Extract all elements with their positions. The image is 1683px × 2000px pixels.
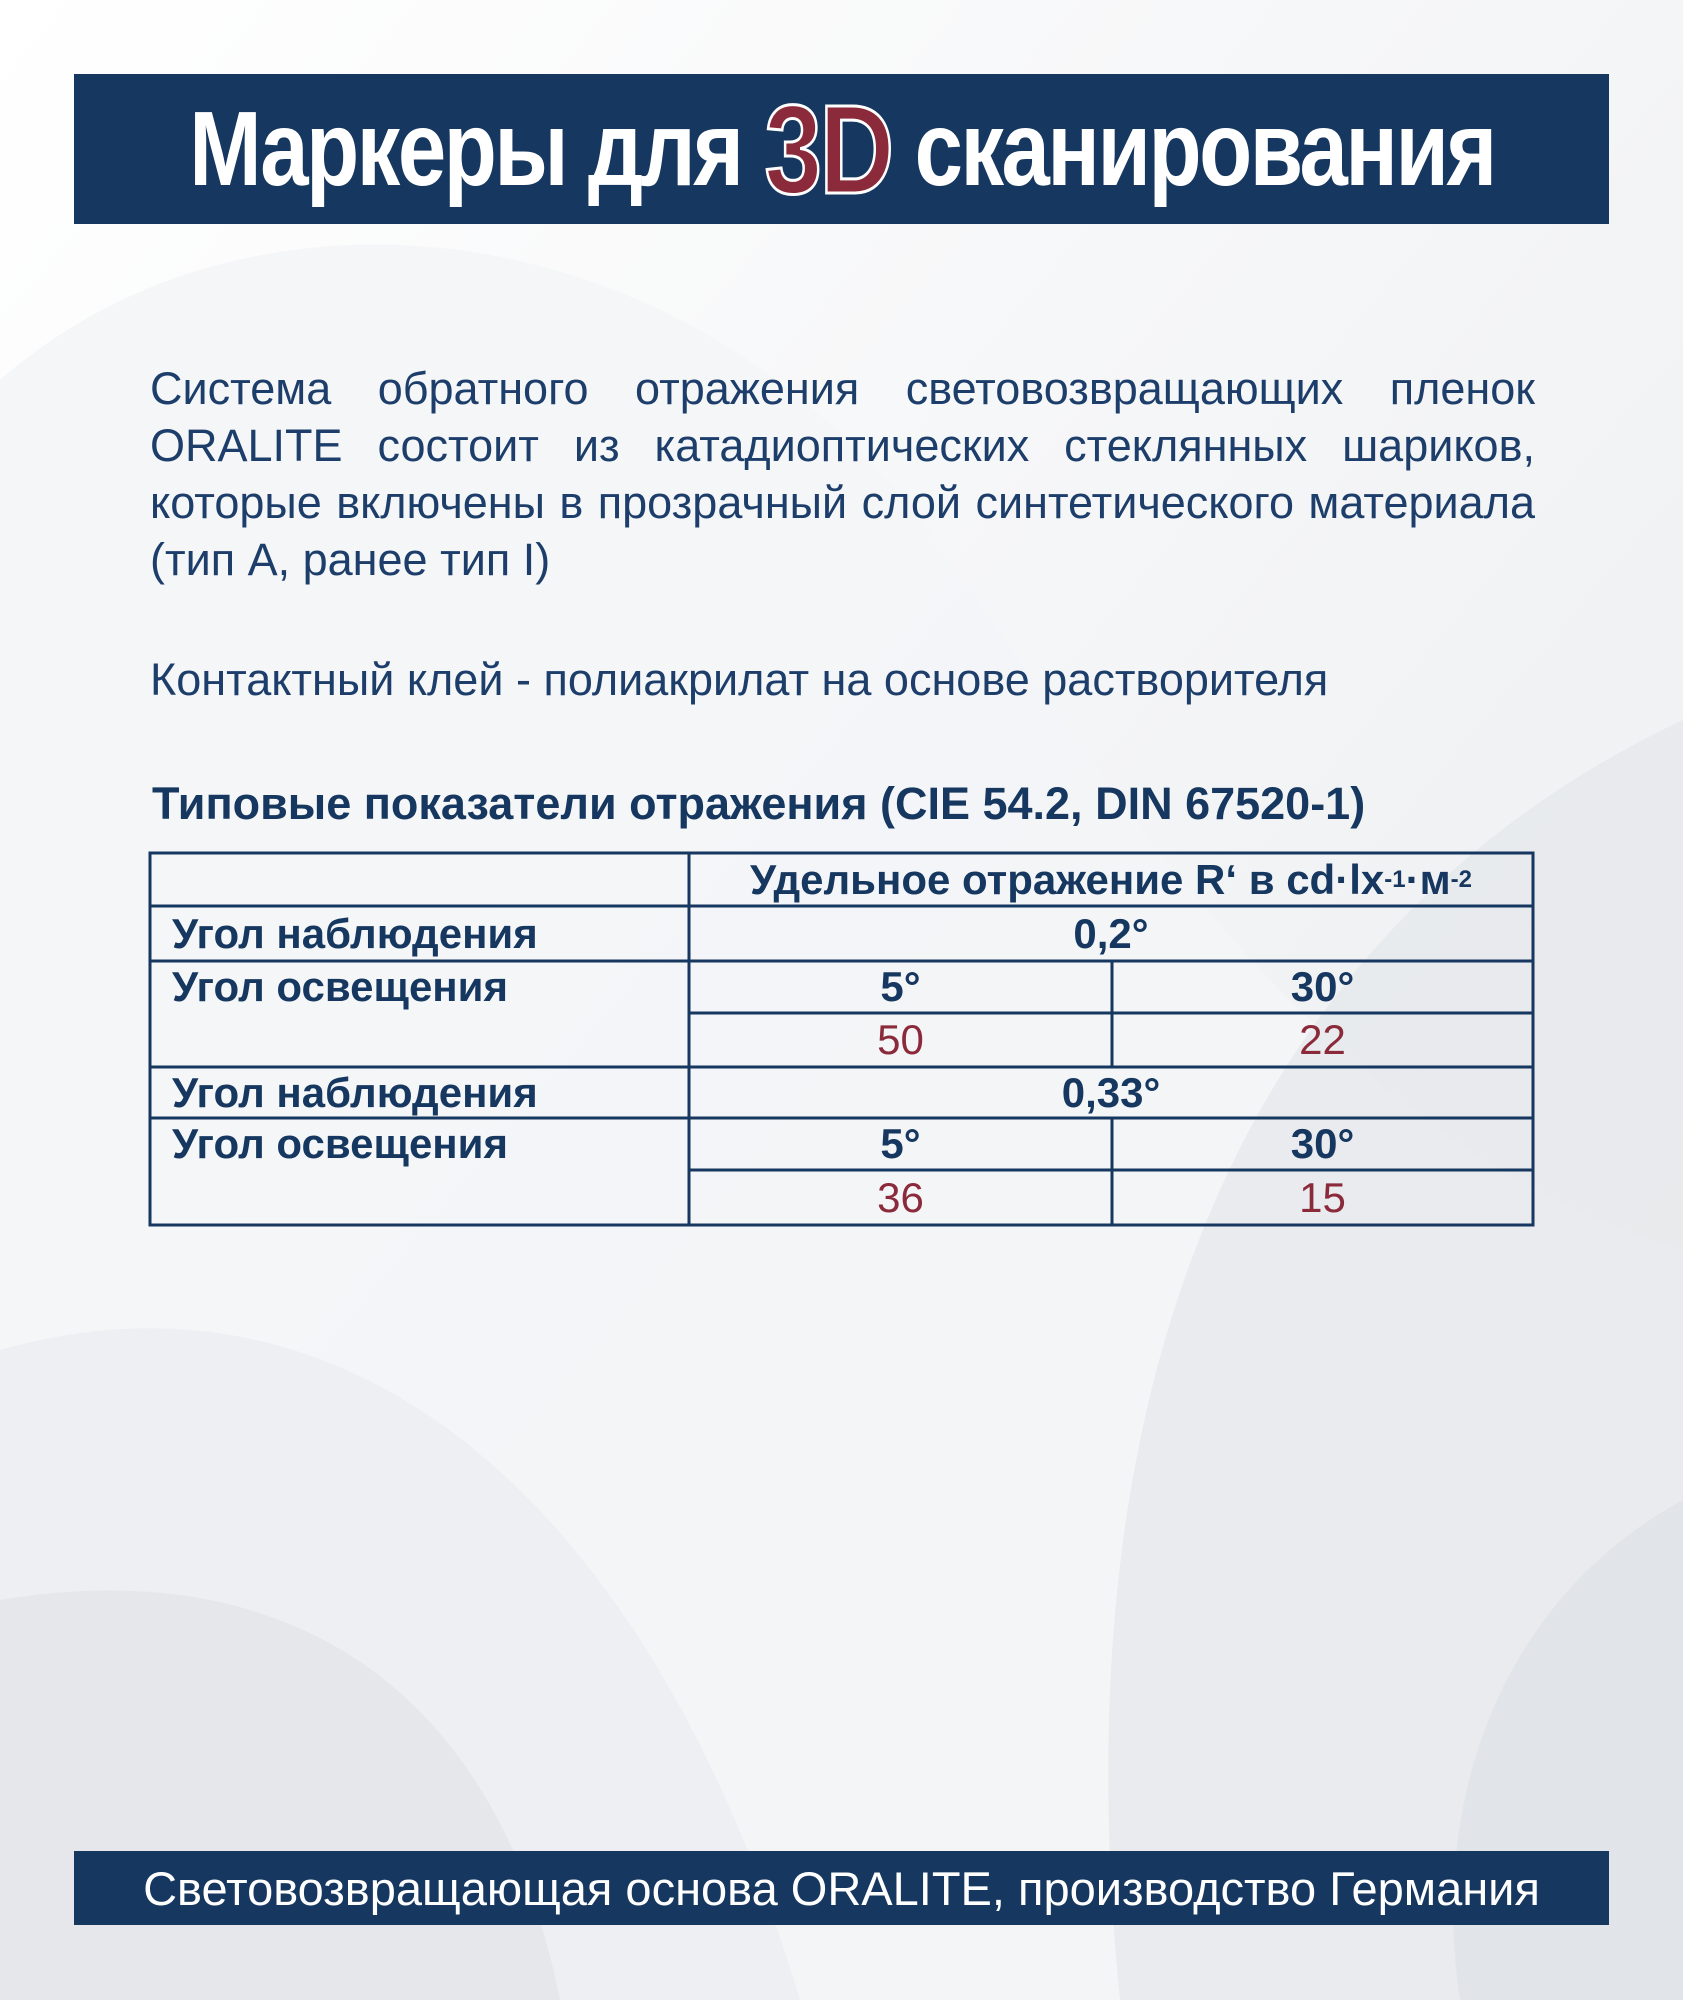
page-title [189,77,1494,222]
title-text-after: сканирования [914,89,1495,208]
header-mid: ·м [1405,855,1451,903]
illumination-angle-30: 30° [1290,1120,1355,1167]
reflection-value: 36 [877,1173,924,1221]
title-text-before: Маркеры для [188,89,742,208]
observation-angle-value: 0,33° [1061,1068,1161,1116]
table-header: Удельное отражение R‘ в cd·lx -1 ·м -2 [750,855,1472,903]
header-prefix: Удельное отражение R‘ в cd·lx [750,855,1385,903]
illumination-angle-5: 5° [880,1120,921,1167]
observation-angle-value: 0,2° [1073,909,1149,957]
observation-angle-label: Угол наблюдения [172,909,538,957]
illumination-angle-label: Угол освещения [172,963,508,1010]
illumination-angle-label: Угол освещения [172,1120,508,1167]
reflection-value: 50 [877,1016,924,1063]
reflection-value: 22 [1299,1016,1346,1063]
footer-banner [74,1851,1609,1925]
footer-text: Световозвращающая основа ORALITE, производство Германия [143,1861,1540,1915]
observation-angle-label: Угол наблюдения [172,1068,538,1116]
illumination-angle-30: 30° [1290,963,1355,1010]
illumination-angle-5: 5° [880,963,921,1010]
title-banner [74,74,1609,224]
reflection-value: 15 [1299,1173,1346,1221]
table-title: Типовые показатели отражения (CIE 54.2, DIN 67520-1) [152,778,1366,829]
title-accent-3d: 3D [764,78,892,220]
description-paragraph: Система обратного отражения световозвращающих пленок ORALITE состоит из катадиоптических стеклянных шариков, которые включены в прозрачный слой синтетического материала (тип А, ранее тип I) [150,363,1535,585]
adhesive-paragraph: Контактный клей - полиакрилат на основе растворителя [150,654,1329,705]
